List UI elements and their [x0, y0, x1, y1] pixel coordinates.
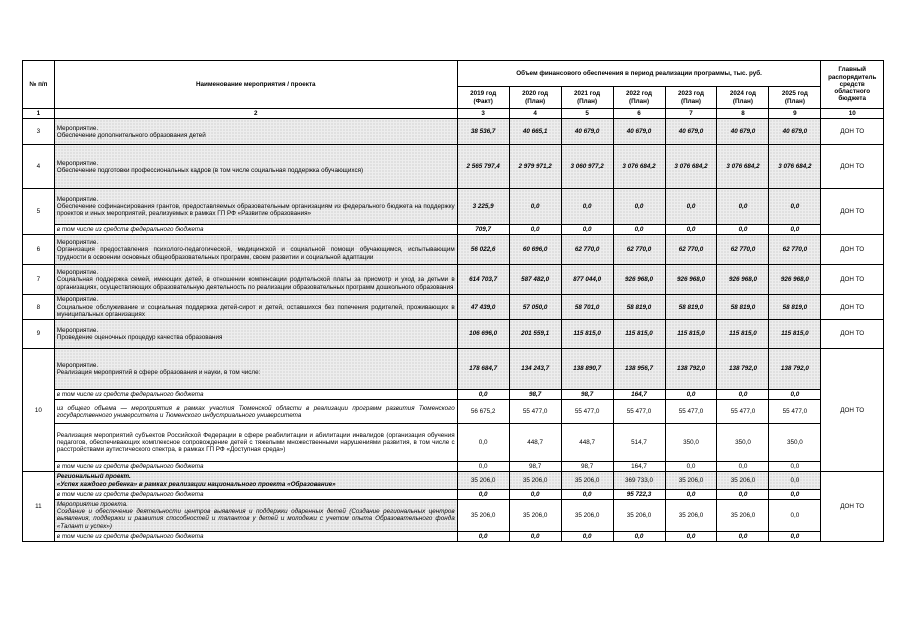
manager-cell: ДОН ТО [821, 119, 884, 145]
value-cell: 98,7 [509, 462, 561, 472]
table-row [23, 390, 884, 400]
activity-name-cell [54, 472, 457, 489]
value-cell: 0,0 [561, 531, 613, 541]
activity-label: Мероприятие. [56, 326, 99, 334]
value-cell: 55 477,0 [613, 400, 665, 424]
manager-cell: ДОН ТО [821, 189, 884, 235]
value-cell: 0,0 [769, 500, 821, 532]
value-cell: 138 956,7 [613, 349, 665, 390]
table-row [23, 531, 884, 541]
value-cell: 0,0 [457, 462, 509, 472]
value-cell: 0,0 [665, 189, 717, 225]
value-cell: 0,0 [665, 225, 717, 235]
value-cell: 62 770,0 [769, 235, 821, 265]
table-row [23, 489, 884, 499]
value-cell: 40 679,0 [561, 119, 613, 145]
manager-cell: ДОН ТО [821, 320, 884, 349]
activity-text: «Успех каждого ребенка» в рамках реализации национального проекта «Образование» [56, 480, 336, 488]
value-cell: 0,0 [613, 225, 665, 235]
value-cell: 0,0 [561, 225, 613, 235]
subrow-text: Реализация мероприятий субъектов Российской Федерации в сфере реабилитации и абилитации инвалидов (организация обучения педагогов, обеспечивающих комплексное сопровождение детей с тяжелыми множественными нарушениями развития, в том числе с расстройствами аутистического спектра, в рамках ГП РФ «Доступная среда») [54, 424, 457, 462]
value-cell: 58 701,0 [561, 295, 613, 320]
value-cell: 3 076 684,2 [769, 145, 821, 189]
value-cell: 56 022,6 [457, 235, 509, 265]
finance-table [22, 60, 884, 542]
manager-cell: ДОН ТО [821, 235, 884, 265]
value-cell: 35 206,0 [665, 472, 717, 489]
index-cell: 2 [54, 109, 457, 119]
value-cell: 55 477,0 [769, 400, 821, 424]
value-cell: 926 968,0 [769, 265, 821, 295]
value-cell: 350,0 [717, 424, 769, 462]
value-cell: 350,0 [665, 424, 717, 462]
value-cell: 138 792,0 [665, 349, 717, 390]
value-cell: 0,0 [457, 489, 509, 499]
value-cell: 58 819,0 [613, 295, 665, 320]
table-body [23, 119, 884, 542]
table-row [23, 424, 884, 462]
value-cell: 138 792,0 [769, 349, 821, 390]
value-cell: 201 559,1 [509, 320, 561, 349]
table-row [23, 225, 884, 235]
value-cell: 0,0 [769, 189, 821, 225]
value-cell: 40 679,0 [613, 119, 665, 145]
subrow-text: в том числе из средств федерального бюджета [54, 462, 457, 472]
header-name: Наименование мероприятия / проекта [54, 61, 457, 109]
activity-label: Мероприятие проекта. [56, 501, 128, 509]
activity-name-cell [54, 500, 457, 532]
activity-name-cell [54, 320, 457, 349]
value-cell: 35 206,0 [509, 472, 561, 489]
value-cell: 0,0 [769, 462, 821, 472]
header-year: 2025 год (План) [769, 87, 821, 109]
subrow-text: в том числе из средств федерального бюджета [54, 390, 457, 400]
value-cell: 709,7 [457, 225, 509, 235]
activity-name-cell [54, 189, 457, 225]
header-year: 2020 год (План) [509, 87, 561, 109]
header-year: 2019 год (Факт) [457, 87, 509, 109]
row-number: 10 [23, 349, 55, 472]
activity-text: Социальная поддержка семей, имеющих детей, в отношении компенсации родительской платы за присмотр и уход за детьми в организациях, осуществляющих образовательную деятельность по реализации образовательных программ дошкольного образования [56, 276, 455, 291]
value-cell: 35 206,0 [561, 472, 613, 489]
activity-name-cell [54, 235, 457, 265]
row-number: 6 [23, 235, 55, 265]
table-row [23, 145, 884, 189]
activity-text: Проведение оценочных процедур качества образования [56, 334, 223, 342]
activity-name-cell [54, 119, 457, 145]
value-cell: 3 076 684,2 [665, 145, 717, 189]
value-cell: 35 206,0 [457, 472, 509, 489]
value-cell: 3 060 977,2 [561, 145, 613, 189]
value-cell: 178 684,7 [457, 349, 509, 390]
value-cell: 0,0 [509, 531, 561, 541]
value-cell: 35 206,0 [509, 500, 561, 532]
table-row [23, 119, 884, 145]
value-cell: 56 675,2 [457, 400, 509, 424]
value-cell: 35 206,0 [561, 500, 613, 532]
value-cell: 0,0 [717, 462, 769, 472]
header-year: 2022 год (План) [613, 87, 665, 109]
activity-name-cell [54, 349, 457, 390]
value-cell: 0,0 [457, 531, 509, 541]
value-cell: 164,7 [613, 390, 665, 400]
row-number: 3 [23, 119, 55, 145]
value-cell: 115 815,0 [613, 320, 665, 349]
value-cell: 40 665,1 [509, 119, 561, 145]
value-cell: 115 815,0 [561, 320, 613, 349]
value-cell: 0,0 [561, 189, 613, 225]
value-cell: 0,0 [717, 489, 769, 499]
value-cell: 514,7 [613, 424, 665, 462]
subrow-text: в том числе из средств федерального бюджета [54, 531, 457, 541]
value-cell: 448,7 [561, 424, 613, 462]
value-cell: 55 477,0 [561, 400, 613, 424]
header-financing: Объем финансового обеспечения в период реализации программы, тыс. руб. [457, 61, 821, 87]
value-cell: 0,0 [769, 390, 821, 400]
table-row [23, 189, 884, 225]
value-cell: 55 477,0 [509, 400, 561, 424]
index-cell: 10 [821, 109, 884, 119]
value-cell: 0,0 [509, 189, 561, 225]
value-cell: 877 044,0 [561, 265, 613, 295]
header-num: № п/п [23, 61, 55, 109]
manager-cell: ДОН ТО [821, 295, 884, 320]
value-cell: 0,0 [509, 489, 561, 499]
table-row [23, 235, 884, 265]
value-cell: 0,0 [717, 189, 769, 225]
value-cell: 57 050,0 [509, 295, 561, 320]
value-cell: 369 733,0 [613, 472, 665, 489]
value-cell: 448,7 [509, 424, 561, 462]
row-number: 9 [23, 320, 55, 349]
row-number: 7 [23, 265, 55, 295]
activity-text: Обеспечение дополнительного образования детей [56, 131, 206, 139]
value-cell: 35 206,0 [717, 472, 769, 489]
value-cell: 138 792,0 [717, 349, 769, 390]
index-cell: 5 [561, 109, 613, 119]
value-cell: 35 206,0 [717, 500, 769, 532]
activity-label: Мероприятие. [56, 269, 99, 277]
index-cell: 8 [717, 109, 769, 119]
value-cell: 0,0 [665, 462, 717, 472]
value-cell: 0,0 [769, 489, 821, 499]
value-cell: 0,0 [717, 531, 769, 541]
value-cell: 35 206,0 [613, 500, 665, 532]
activity-label: Региональный проект. [56, 473, 131, 481]
value-cell: 3 076 684,2 [717, 145, 769, 189]
activity-text: Реализация мероприятий в сфере образования и науки, в том числе: [56, 369, 261, 377]
value-cell: 164,7 [613, 462, 665, 472]
index-cell: 6 [613, 109, 665, 119]
value-cell: 35 206,0 [665, 500, 717, 532]
value-cell: 614 703,7 [457, 265, 509, 295]
table-row [23, 295, 884, 320]
value-cell: 62 770,0 [613, 235, 665, 265]
value-cell: 98,7 [561, 462, 613, 472]
value-cell: 0,0 [613, 531, 665, 541]
subrow-text: из общего объема — мероприятия в рамках участия Тюменской области в реализации программ развития Тюменского государственного университета и Тюменского индустриального университета [54, 400, 457, 424]
value-cell: 926 968,0 [613, 265, 665, 295]
value-cell: 0,0 [769, 225, 821, 235]
finance-table-sheet [22, 60, 884, 542]
value-cell: 98,7 [561, 390, 613, 400]
value-cell: 134 243,7 [509, 349, 561, 390]
index-cell: 1 [23, 109, 55, 119]
activity-text: Социальное обслуживание и социальная поддержка детей-сирот и детей, оставшихся без попечения родителей, проживающих в муниципальных организациях [56, 303, 455, 318]
row-number: 4 [23, 145, 55, 189]
header-year: 2024 год (План) [717, 87, 769, 109]
table-row [23, 472, 884, 489]
value-cell: 58 819,0 [769, 295, 821, 320]
activity-label: Мероприятие. [56, 195, 99, 203]
value-cell: 0,0 [509, 225, 561, 235]
value-cell: 0,0 [613, 189, 665, 225]
activity-label: Мероприятие. [56, 361, 99, 369]
activity-label: Мероприятие. [56, 159, 99, 167]
value-cell: 62 770,0 [561, 235, 613, 265]
header-year: 2023 год (План) [665, 87, 717, 109]
value-cell: 40 679,0 [717, 119, 769, 145]
value-cell: 115 815,0 [769, 320, 821, 349]
value-cell: 0,0 [769, 531, 821, 541]
activity-label: Мероприятие. [56, 239, 99, 247]
activity-name-cell [54, 295, 457, 320]
activity-text: Организация предоставления психолого-педагогической, медицинской и социальной помощи обучающимся, испытывающим трудности в освоении основных общеобразовательных программ, своем развитии и социальной адаптации [56, 246, 455, 261]
activity-name-cell [54, 265, 457, 295]
value-cell: 0,0 [769, 472, 821, 489]
table-row [23, 320, 884, 349]
activity-name-cell [54, 145, 457, 189]
table-row [23, 500, 884, 532]
index-cell: 9 [769, 109, 821, 119]
index-cell: 4 [509, 109, 561, 119]
value-cell: 95 722,3 [613, 489, 665, 499]
value-cell: 35 206,0 [457, 500, 509, 532]
table-row [23, 265, 884, 295]
value-cell: 115 815,0 [665, 320, 717, 349]
subrow-text: в том числе из средств федерального бюджета [54, 489, 457, 499]
value-cell: 62 770,0 [717, 235, 769, 265]
value-cell: 0,0 [665, 531, 717, 541]
activity-text: Обеспечение подготовки профессиональных кадров (в том числе социальная поддержка обучающихся) [56, 166, 364, 174]
activity-text: Создание и обеспечение деятельности центров выявления и поддержки одаренных детей (Создание региональных центров выявления, поддержки и развития способностей и талантов у детей и молодежи с учетом опыта Образовательного фонда «Талант и успех») [56, 508, 455, 530]
value-cell: 3 076 684,2 [613, 145, 665, 189]
value-cell: 926 968,0 [717, 265, 769, 295]
index-cell: 7 [665, 109, 717, 119]
value-cell: 2 565 797,4 [457, 145, 509, 189]
value-cell: 47 439,0 [457, 295, 509, 320]
value-cell: 58 819,0 [665, 295, 717, 320]
row-number: 5 [23, 189, 55, 235]
value-cell: 587 482,0 [509, 265, 561, 295]
value-cell: 926 968,0 [665, 265, 717, 295]
subrow-text: в том числе из средств федерального бюджета [54, 225, 457, 235]
value-cell: 55 477,0 [717, 400, 769, 424]
row-number: 8 [23, 295, 55, 320]
index-cell: 3 [457, 109, 509, 119]
value-cell: 0,0 [457, 424, 509, 462]
value-cell: 106 696,0 [457, 320, 509, 349]
manager-cell: ДОН ТО [821, 349, 884, 472]
value-cell: 40 679,0 [769, 119, 821, 145]
value-cell: 38 536,7 [457, 119, 509, 145]
table-row [23, 400, 884, 424]
value-cell: 0,0 [457, 390, 509, 400]
value-cell: 350,0 [769, 424, 821, 462]
header-manager: Главный распорядитель средств областного бюджета [821, 61, 884, 109]
table-row [23, 462, 884, 472]
row-number: 11 [23, 472, 55, 542]
header-year: 2021 год (План) [561, 87, 613, 109]
value-cell: 40 679,0 [665, 119, 717, 145]
manager-cell: ДОН ТО [821, 472, 884, 542]
value-cell: 0,0 [665, 390, 717, 400]
value-cell: 58 819,0 [717, 295, 769, 320]
activity-text: Обеспечение софинансирования грантов, предоставляемых образовательным организациям из федерального бюджета на поддержку проектов и иных мероприятий, реализуемых в рамках ГП РФ «Развитие образования» [56, 203, 455, 218]
value-cell: 60 696,0 [509, 235, 561, 265]
value-cell: 0,0 [561, 489, 613, 499]
activity-label: Мероприятие. [56, 296, 99, 304]
manager-cell: ДОН ТО [821, 145, 884, 189]
value-cell: 3 225,9 [457, 189, 509, 225]
manager-cell: ДОН ТО [821, 265, 884, 295]
value-cell: 98,7 [509, 390, 561, 400]
value-cell: 62 770,0 [665, 235, 717, 265]
value-cell: 0,0 [665, 489, 717, 499]
activity-label: Мероприятие. [56, 124, 99, 132]
value-cell: 55 477,0 [665, 400, 717, 424]
value-cell: 0,0 [717, 390, 769, 400]
value-cell: 115 815,0 [717, 320, 769, 349]
value-cell: 138 890,7 [561, 349, 613, 390]
value-cell: 2 979 971,2 [509, 145, 561, 189]
value-cell: 0,0 [717, 225, 769, 235]
table-row [23, 349, 884, 390]
